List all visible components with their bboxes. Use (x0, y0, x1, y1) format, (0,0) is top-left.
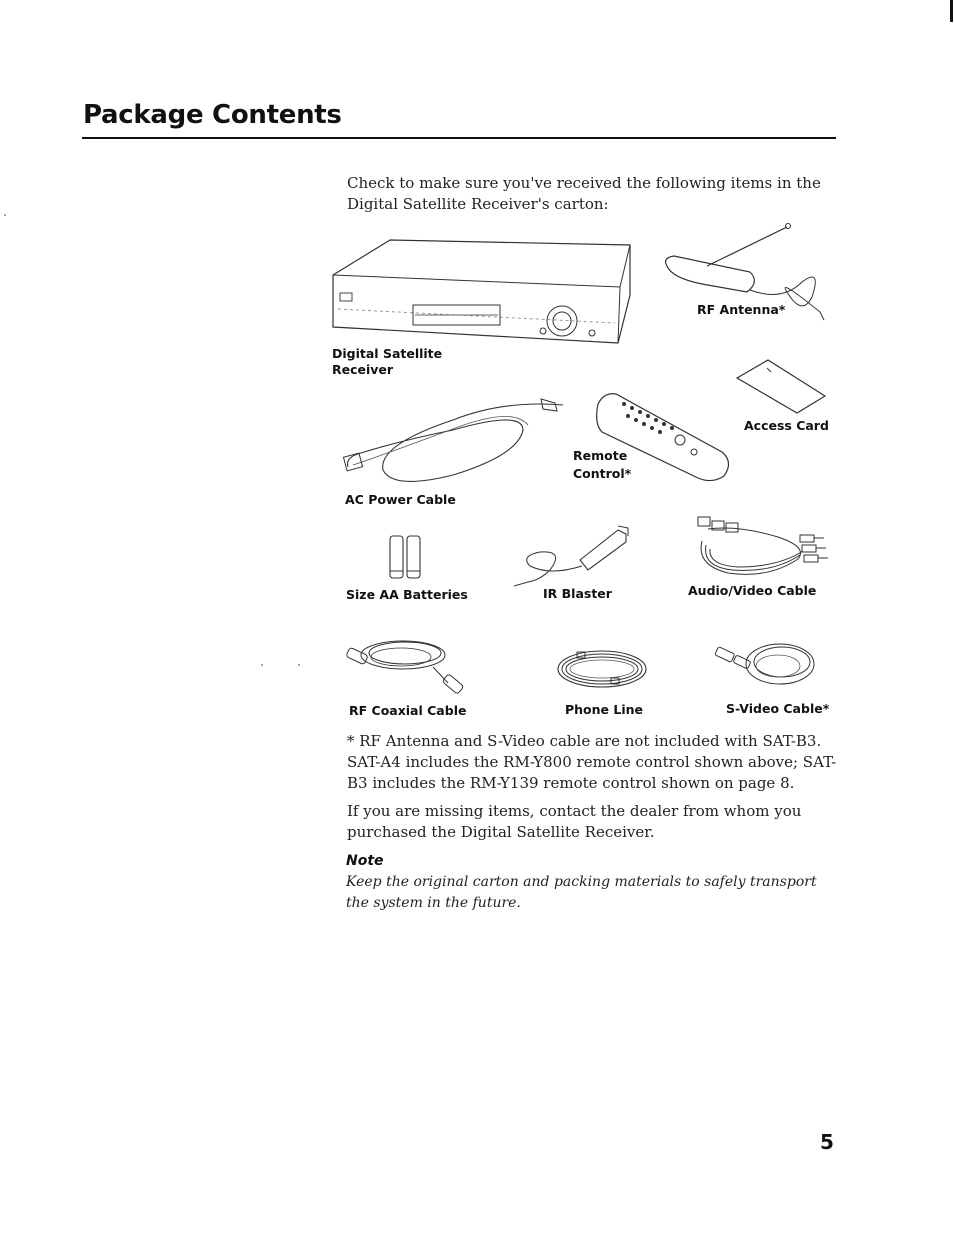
label-audio-video-cable: Audio/Video Cable (688, 583, 817, 598)
title-rule (82, 137, 836, 139)
label-rf-antenna: RF Antenna* (697, 302, 786, 317)
phone-line-illustration (555, 648, 650, 690)
label-ac-power-cable: AC Power Cable (345, 492, 456, 507)
footnote-paragraph: * RF Antenna and S-Video cable are not included with SAT-B3. SAT-A4 includes the RM-Y800 remote control shown above; SAT-B3 includes the RM-Y139 remote control shown on page 8. (347, 732, 837, 792)
label-remote-control: Remote Control* (573, 448, 632, 481)
missing-items-paragraph: If you are missing items, contact the dealer from whom you purchased the Digital Satellite Receiver. (347, 802, 802, 841)
page-title: Package Contents (83, 100, 342, 130)
access-card-illustration (735, 358, 827, 416)
rf-coaxial-cable-illustration (343, 633, 468, 698)
scan-speck (261, 664, 263, 666)
page-number: 5 (820, 1130, 834, 1154)
intro-paragraph: Check to make sure you've received the following items in the Digital Satellite Receiver's carton: (347, 174, 821, 213)
receiver-illustration (330, 235, 635, 345)
scan-speck (4, 214, 6, 216)
label-rf-coaxial-cable: RF Coaxial Cable (349, 703, 467, 718)
label-phone-line: Phone Line (565, 702, 644, 717)
note-text: Keep the original carton and packing materials to safely transport the system in the future. (346, 874, 817, 911)
note-heading: Note (346, 853, 384, 869)
s-video-cable-illustration (712, 640, 820, 692)
ac-power-cable-illustration (343, 395, 568, 490)
batteries-illustration (388, 533, 422, 581)
ir-blaster-illustration (510, 520, 632, 588)
page-edge-mark (950, 0, 953, 22)
audio-video-cable-illustration (688, 515, 833, 580)
label-ir-blaster: IR Blaster (543, 586, 612, 601)
label-digital-satellite-receiver: Digital Satellite Receiver (332, 346, 443, 377)
label-size-aa-batteries: Size AA Batteries (346, 587, 468, 602)
label-access-card: Access Card (744, 418, 829, 433)
scan-speck (298, 664, 300, 666)
label-s-video-cable: S-Video Cable* (726, 701, 830, 716)
